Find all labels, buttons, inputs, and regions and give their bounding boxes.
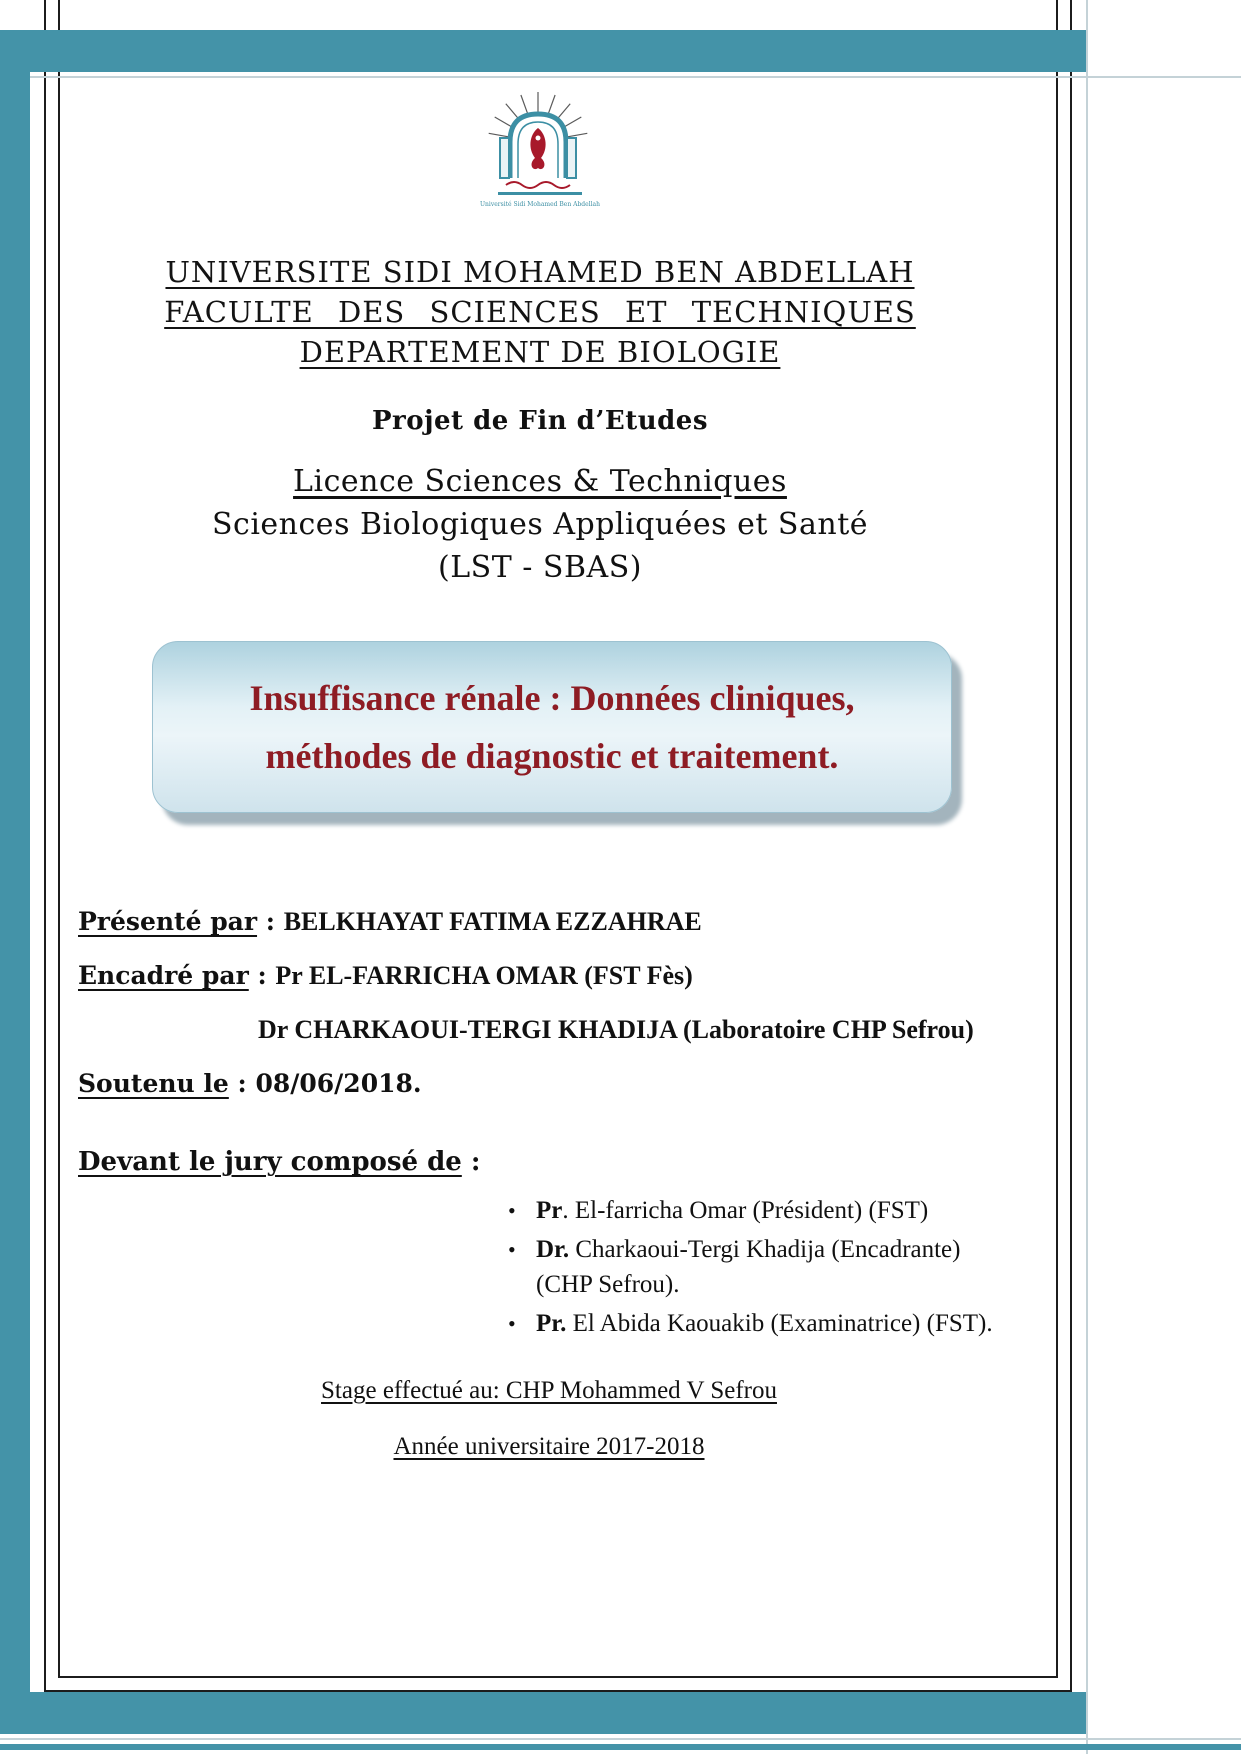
- supervised-by-label: Encadré par: [78, 961, 249, 990]
- thin-line-top: [0, 76, 1241, 78]
- presented-by-row: Présenté par : BELKHAYAT FATIMA EZZAHRAE: [78, 907, 702, 936]
- degree-line-2: Sciences Biologiques Appliquées et Santé: [211, 507, 869, 542]
- thin-line-bottom-teal: [0, 1744, 1241, 1750]
- internship-location: Stage effectué au: CHP Mohammed V Sefrou: [321, 1377, 777, 1404]
- university-header: [60, 252, 1020, 372]
- supervisor-2-row: [258, 1013, 1020, 1047]
- defense-date: 08/06/2018.: [255, 1069, 422, 1098]
- supervisor-1: Pr EL-FARRICHA OMAR (FST Fès): [275, 961, 693, 990]
- cover-content: [60, 80, 1020, 1461]
- university-logo: [60, 80, 1020, 226]
- department-name: DEPARTEMENT DE BIOLOGIE: [299, 335, 781, 369]
- presented-by-value: BELKHAYAT FATIMA EZZAHRAE: [283, 907, 702, 936]
- thin-line-bottom-gray: [0, 1738, 1241, 1740]
- academic-year: Année universitaire 2017-2018: [393, 1433, 705, 1460]
- jury-member-2: • Dr. Charkaoui-Tergi Khadija (Encadrante): [508, 1232, 1020, 1267]
- degree-line-1: Licence Sciences & Techniques: [293, 464, 787, 499]
- jury-heading: Devant le jury composé de :: [78, 1147, 481, 1177]
- jury-member-3: • Pr. El Abida Kaouakib (Examinatrice) (FST).: [508, 1306, 1020, 1341]
- teal-band-bottom: [0, 1692, 1086, 1734]
- jury-member-1: • Pr. El-farricha Omar (Président) (FST): [508, 1193, 1020, 1228]
- project-type: Projet de Fin d’Etudes: [372, 406, 708, 436]
- bullet-icon: •: [508, 1198, 516, 1223]
- bullet-icon: •: [508, 1311, 516, 1336]
- degree-block: [60, 460, 1020, 589]
- thesis-title-line-1: Insuffisance rénale : Données cliniques,: [249, 678, 855, 718]
- supervised-by-row: Encadré par : Pr EL-FARRICHA OMAR (FST Fès): [78, 961, 693, 990]
- details-section: [60, 905, 1020, 1461]
- thesis-title-line-2: méthodes de diagnostic et traitement.: [265, 736, 839, 776]
- jury-member-2-continued: (CHP Sefrou).: [536, 1271, 680, 1298]
- faculty-name: FACULTE DES SCIENCES ET TECHNIQUES: [164, 295, 916, 329]
- defended-on-row: Soutenu le : 08/06/2018.: [78, 1069, 422, 1098]
- thesis-title-box: [152, 641, 952, 813]
- logo-caption: Université Sidi Mohamed Ben Abdellah: [480, 201, 600, 208]
- supervisor-2: Dr CHARKAOUI-TERGI KHADIJA (Laboratoire CHP Sefrou): [258, 1015, 974, 1044]
- university-logo-icon: [478, 80, 602, 222]
- degree-line-3: (LST - SBAS): [438, 550, 642, 585]
- thin-line-right: [1086, 0, 1088, 1754]
- teal-band-left: [0, 30, 30, 1734]
- bullet-icon: •: [508, 1237, 516, 1262]
- university-name: UNIVERSITE SIDI MOHAMED BEN ABDELLAH: [165, 255, 915, 289]
- presented-by-label: Présenté par: [78, 907, 258, 936]
- teal-band-top: [0, 30, 1086, 72]
- defended-on-label: Soutenu le: [78, 1069, 229, 1098]
- jury-list: [508, 1193, 1020, 1341]
